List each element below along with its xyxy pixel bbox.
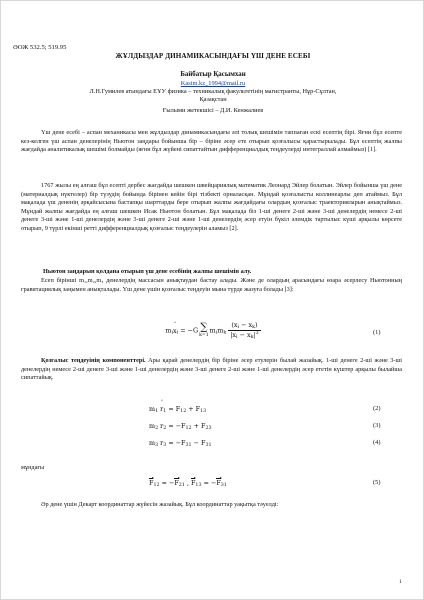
paragraph-history: 1767 жылы ең алғаш бұл есепті дербес жағдайда шешкен швейцариялық математик Леонард Эйлер болатын. Эйлер бойынша үш дене (материалдық нүктелер) бір түзудің бойында бірінен кейін бірі тізбекті орналасқан. Мұндай қозғалысты коллинеарлы деп атаймыз. Бұл мақалада үш дененің әрқайсысына бастапқы шарттарды бере отырып жалпы жағдайдағы олардың қозғалыс траекторияларын анықтаймыз. Мұндай жалпы жағдайда ең алғаш шешкен Исак Ньютон болатын. Бұл мақалада біз 1-ші денеге 2-ші және 3-ші денелердің немесе 2-ші денеге 3-ші және 1-ші денелердің және 3-ші денеге 2-ші және 1-ші денелердің әсер етуін бүкіл әлемдік тартылыс күші арқылы көрсете отырып, 9 түрлі екінші ретті дифференциалдық қозғалыс теңдеулерін аламыз [2].: [21, 182, 402, 232]
equation-5: [1, 479, 424, 491]
paper-title: ЖҰЛДЫЗДАР ДИНАМИКАСЫНДАҒЫ ҮШ ДЕНЕ ЕСЕБІ: [115, 52, 311, 60]
equation-3: [1, 422, 424, 434]
section-heading: Қозғалыс теңдеуінің компоненттері.: [41, 357, 146, 364]
supervisor: Ғылыми жетекшісі – Д.И. Кенжалиев: [162, 107, 264, 114]
equation-number: (3): [373, 422, 381, 429]
udc-code: ӘОЖ 532.5; 519.95: [13, 44, 67, 51]
equation-number: (4): [373, 439, 381, 446]
section-heading: Ньютон заңдарын қолдана отырып үш дене есебінің жалпы шешімін алу.: [43, 268, 252, 275]
equation-5-formula: F12 = −F21 , F13 = −F31: [149, 479, 227, 488]
affiliation-line: Қазақстан: [199, 96, 227, 104]
author-affiliation: [21, 88, 405, 105]
equation-number: (1): [373, 329, 381, 336]
paragraph-components: [21, 357, 402, 383]
equation-1-formula: mi¨ xi = −G ∑ k=1 mimk $\frac{(xi - xk)}{|xi - xk|^3}$: [1, 321, 424, 340]
equation-1: [1, 319, 424, 343]
paragraph-coordinates: Әр дене үшін Декарт координаттар жүйесін жазайық. Бұл координаттар уақытқа тәуелді:: [41, 501, 279, 508]
where-label: мұндағы: [21, 464, 45, 471]
equation-4: [1, 439, 424, 451]
equation-2: [1, 405, 424, 417]
equation-3-formula: m2 r2 = −F12 + F23: [149, 422, 212, 431]
paragraph-text: Ары қарай денелердің бір біріне әсер етулерін былай жазайық. 1-ші денеге 2-ші және 3-ші денелердің немесе 2-ші денеге 3-ші және 1-ші денелердің және 3-ші денеге 2-ші және 1-ші денелердің әсер ететін күштер арқылы былайша сипаттайық.: [21, 357, 403, 382]
equation-number: (5): [373, 479, 381, 486]
author-email-link[interactable]: Kasim.kz_1994@mail.ru: [180, 80, 246, 87]
author-name: Байбатыр Қасымхан: [180, 71, 246, 78]
equation-number: (2): [373, 405, 381, 412]
equation-2-formula: m1 ¨ r1 = F12 + F13: [149, 405, 206, 414]
paragraph-masses: Есеп бірінші m₁,m₂,m₃ денелердің массасын анықтаудан бастау алады. Және де олардың арасындағы өзара әсерлесу Ньютонның гравитациялық заңымен анықталады. Үш дене үшін қозғалыс теңдеуін мына түрде жазуға болады [3]:: [21, 277, 402, 293]
affiliation-line: Л.Н.Гумилев атындағы ЕҰУ физика – техникалық факультетінің магистранты, Нұр-Сұлтан,: [89, 88, 337, 95]
paragraph-intro: Үш дене есебі – аспан механикасы мен жұлдыздар динамикасындағы әлі толық шешімін таппаған ескі есептің бірі. Яғни бұл есепте кез-келген үш аспан денелерінің Ньютон заңдары бойынша бір – біріне әсер ете отырып қозғалысы қарастырылады. Бұл есептің жалпы жағдайда аналитикалық шешімі болмайды (яғни бұл жүйені сипаттайтын дифференциалдық теңдеулерді интеграллай алмаймыз) [1].: [21, 129, 402, 154]
page-number: 1: [399, 579, 402, 585]
equation-4-formula: m3 r3 = −F31 − F31: [149, 439, 212, 448]
